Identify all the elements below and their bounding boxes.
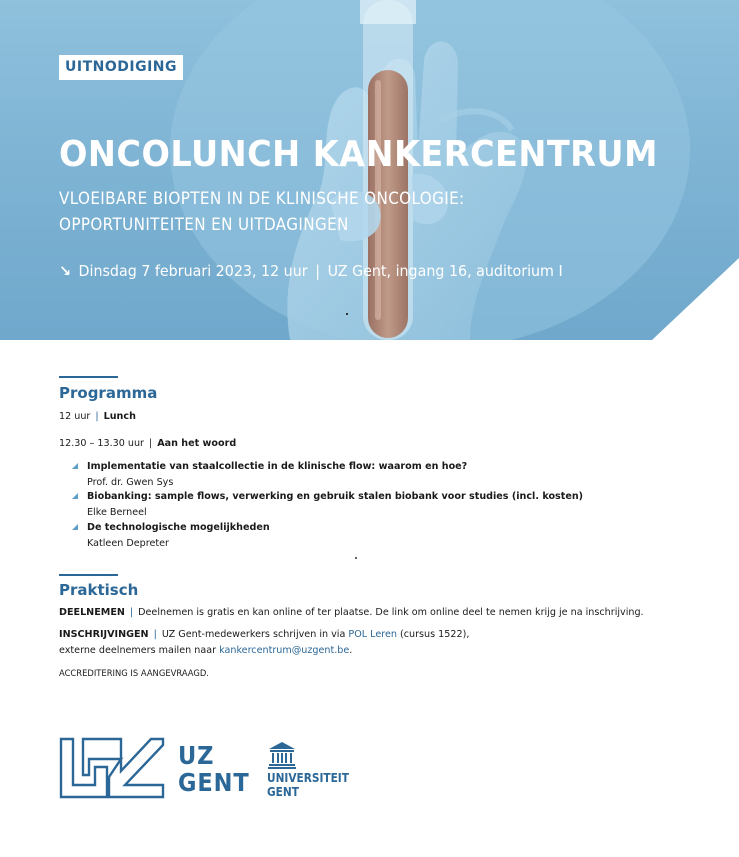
praktisch-heading: Praktisch (59, 581, 139, 599)
event-date-location (59, 260, 563, 282)
invitation-badge: UITNODIGING (59, 55, 183, 80)
uz-gent-logo-mark (59, 737, 169, 799)
inschrijvingen-course: (cursus 1522), (400, 629, 470, 640)
programma-heading: Programma (59, 384, 158, 402)
event-subtitle (59, 186, 465, 238)
talks-line: 12.30 – 13.30 uur | Aan het woord (59, 438, 237, 449)
talk-title: De technologische mogelijkheden (87, 522, 270, 533)
stray-dot (355, 557, 357, 559)
arrow-down-right-icon: ↘ (59, 262, 71, 280)
lunch-time: 12 uur (59, 411, 91, 422)
email-link[interactable]: kankercentrum@uzgent.be (219, 645, 350, 656)
section-rule (59, 376, 118, 378)
event-subtitle-line1: VLOEIBARE BIOPTEN IN DE KLINISCHE ONCOLOGIE: (59, 189, 465, 208)
inschrijvingen-label: INSCHRIJVINGEN (59, 629, 149, 640)
talk-title: Biobanking: sample flows, verwerking en gebruik stalen biobank voor studies (incl. kosten) (87, 491, 584, 502)
inschrijvingen-text: UZ Gent-medewerkers schrijven in via (161, 629, 346, 640)
event-date: Dinsdag 7 februari 2023, 12 uur (78, 262, 308, 280)
talks-label: Aan het woord (157, 438, 237, 449)
section-rule (59, 574, 118, 576)
talks-time: 12.30 – 13.30 uur (59, 438, 144, 449)
externe-text: externe deelnemers mailen naar (59, 645, 217, 656)
talk-speaker: Prof. dr. Gwen Sys (87, 477, 174, 488)
bullet-triangle-icon (72, 524, 78, 530)
accreditering-text: ACCREDITERING IS AANGEVRAAGD. (59, 668, 209, 678)
event-title: ONCOLUNCH KANKERCENTRUM (59, 134, 658, 175)
ug-wordmark-line2: GENT (267, 785, 299, 799)
talk-speaker: Elke Berneel (87, 507, 147, 518)
uz-wordmark-line2: GENT (178, 768, 250, 797)
hero-banner (0, 0, 739, 340)
bullet-triangle-icon (72, 463, 78, 469)
universiteit-gent-building-icon (267, 740, 297, 770)
uz-gent-wordmark (178, 742, 250, 796)
externe-line: externe deelnemers mailen naar kankercentrum@uzgent.be. (59, 645, 353, 656)
deelnemen-line: DEELNEMEN | Deelnemen is gratis en kan online of ter plaatse. De link om online deel te nemen krijg je na inschrijving. (59, 607, 644, 618)
lunch-label: Lunch (103, 411, 136, 422)
talk-speaker: Katleen Depreter (87, 538, 169, 549)
talk-title: Implementatie van staalcollectie in de klinische flow: waarom en hoe? (87, 461, 468, 472)
event-location: UZ Gent, ingang 16, auditorium I (327, 262, 563, 280)
deelnemen-label: DEELNEMEN (59, 607, 125, 618)
universiteit-gent-wordmark (267, 771, 349, 799)
uz-wordmark-line1: UZ (178, 741, 215, 770)
separator: | (315, 262, 321, 280)
pol-leren-link[interactable]: POL Leren (348, 629, 397, 640)
deelnemen-text: Deelnemen is gratis en kan online of ter plaatse. De link om online deel te nemen krijg je na inschrijving. (138, 607, 644, 618)
inschrijvingen-line: INSCHRIJVINGEN | UZ Gent-medewerkers schrijven in via POL Leren (cursus 1522), (59, 629, 470, 640)
bullet-triangle-icon (72, 493, 78, 499)
ug-wordmark-line1: UNIVERSITEIT (267, 771, 349, 785)
lunch-line: 12 uur | Lunch (59, 411, 136, 422)
event-subtitle-line2: OPPORTUNITEITEN EN UITDAGINGEN (59, 215, 349, 234)
